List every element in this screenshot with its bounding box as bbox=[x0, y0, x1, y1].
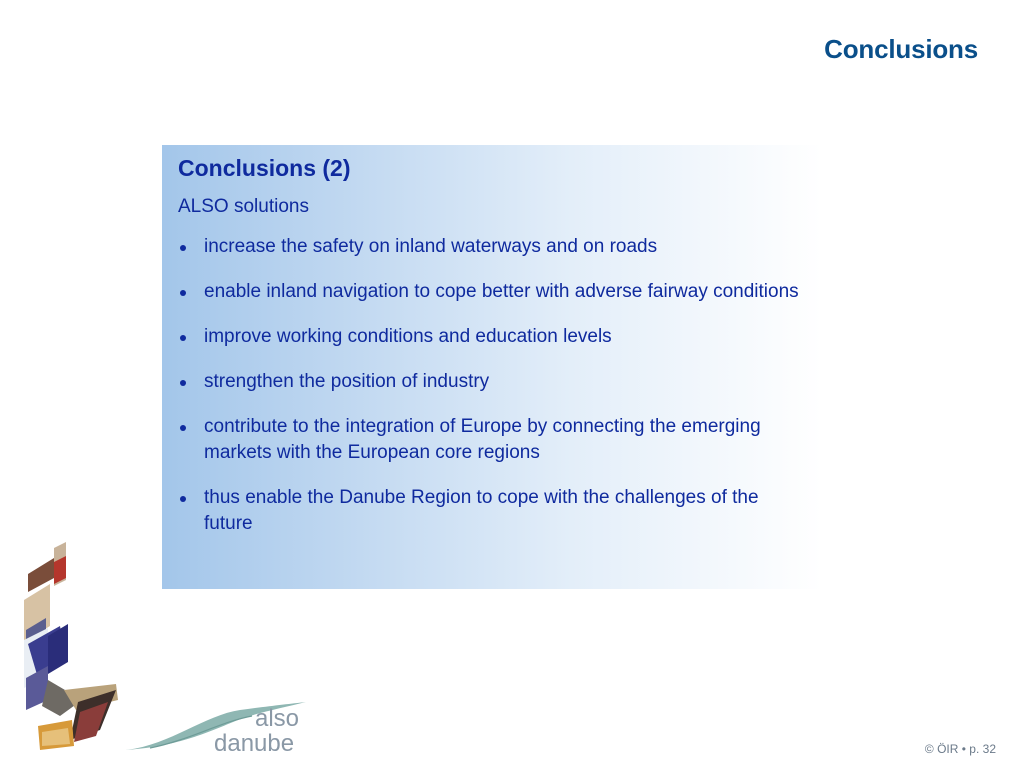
logo-danube-text: danube bbox=[214, 730, 295, 755]
bullet-icon bbox=[180, 245, 186, 251]
bullet-icon bbox=[180, 290, 186, 296]
bullet-icon bbox=[180, 335, 186, 341]
bullet-icon bbox=[180, 496, 186, 502]
bullet-text: improve working conditions and education levels bbox=[204, 326, 612, 347]
bullet-icon bbox=[180, 425, 186, 431]
list-item bbox=[178, 369, 806, 395]
list-item bbox=[178, 279, 806, 305]
box-subheading: ALSO solutions bbox=[178, 196, 309, 217]
bullet-text: increase the safety on inland waterways and on roads bbox=[204, 236, 658, 257]
bullet-text: thus enable the Danube Region to cope with the challenges of the future bbox=[204, 487, 759, 534]
footer bbox=[925, 742, 996, 756]
list-item bbox=[178, 234, 806, 260]
bullet-list bbox=[178, 234, 806, 537]
bullet-icon bbox=[180, 380, 186, 386]
bullet-text: enable inland navigation to cope better with adverse fairway conditions bbox=[204, 281, 799, 302]
list-item bbox=[178, 414, 806, 466]
content-box bbox=[162, 145, 822, 589]
copyright-icon: © bbox=[924, 742, 934, 756]
footer-text: ÖIR • p. 32 bbox=[937, 742, 996, 756]
photo-mosaic-icon bbox=[24, 542, 118, 750]
also-danube-logo bbox=[20, 540, 320, 755]
slide-title: Conclusions bbox=[824, 34, 978, 64]
bullet-text: contribute to the integration of Europe by connecting the emerging markets with the European core regions bbox=[204, 416, 761, 463]
list-item bbox=[178, 324, 806, 350]
box-heading: Conclusions (2) bbox=[178, 155, 351, 181]
bullet-text: strengthen the position of industry bbox=[204, 371, 490, 392]
list-item bbox=[178, 485, 806, 537]
logo-also-text: also bbox=[255, 705, 300, 732]
